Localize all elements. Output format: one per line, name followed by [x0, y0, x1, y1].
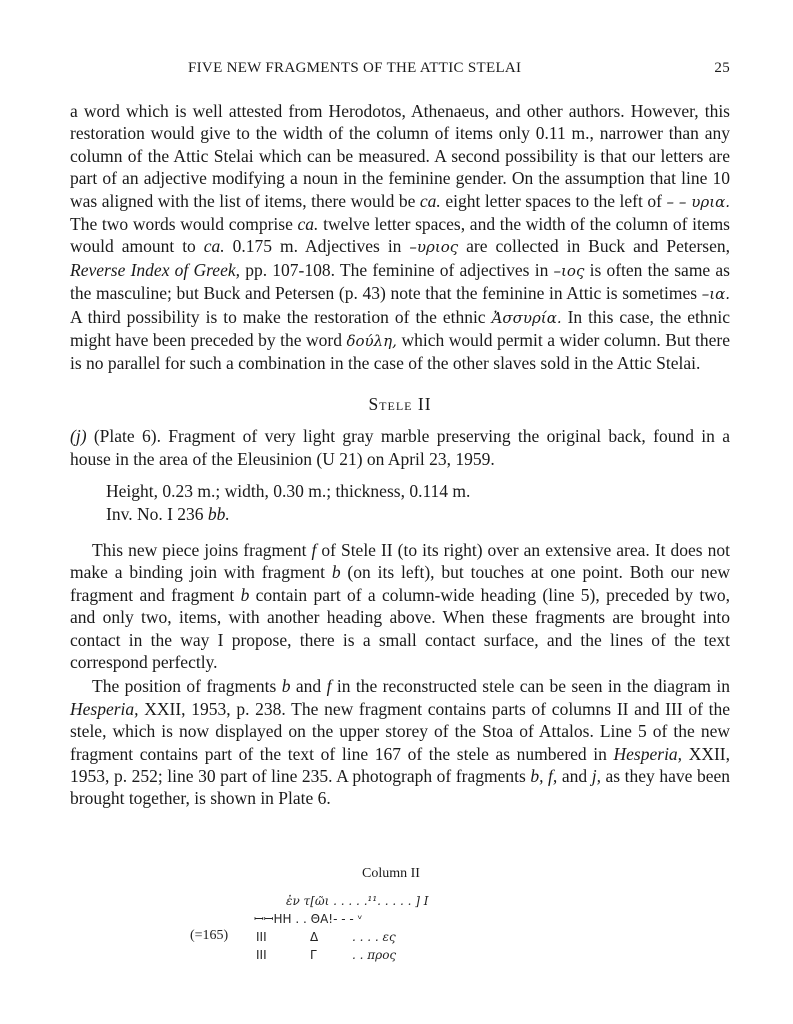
fragment-ref: f: [326, 676, 332, 697]
para1-text: 0.175 m. Adjectives in: [224, 236, 410, 257]
para3-text: XXII, 1953, p. 252; line 30 part of line 235. A photograph of fragments: [70, 743, 730, 786]
book-title: Reverse Index of Greek,: [70, 259, 240, 280]
para2-text: of Stele II (to its right) over an extensive area. It does not make a binding join with fragment: [70, 539, 730, 583]
fragment-text: (Plate 6). Fragment of very light gray marble preserving the original back, found in a house in the area of the Eleusinion (U 21) on April 23, 1959.: [70, 426, 730, 469]
para3-text: and: [557, 765, 592, 786]
fragment-label: (j): [70, 426, 87, 447]
inventory-number: [106, 503, 730, 525]
fragment-metadata: [106, 480, 730, 525]
para3-text: and: [290, 676, 327, 697]
journal-title: Hesperia,: [613, 743, 683, 764]
para1-text: A third possibility is to make the restoration of the ethnic: [70, 306, 492, 327]
ca-abbrev: ca.: [297, 214, 319, 235]
inscription-line-3-sign: Δ: [310, 930, 319, 944]
inv-prefix: Inv. No. I 236: [106, 503, 208, 524]
inscription-line-4-sign: Γ: [310, 948, 317, 962]
running-header: [70, 60, 730, 82]
inscription-line-3-text: . . . . ες: [352, 930, 396, 944]
greek-word: δούλη,: [346, 332, 397, 351]
fragment-description: [70, 425, 730, 470]
para2-text: contain part of a column-wide heading (line 5), preceded by two, and only two, items, with another heading above. When these fragments are brought into contact in the way I propose, there is a small contact surface, and the lines of the text correspond perfectly.: [70, 584, 730, 672]
running-title: FIVE NEW FRAGMENTS OF THE ATTIC STELAI: [188, 60, 522, 76]
inscription-transcription: [190, 890, 430, 970]
greek-word: –ια.: [701, 285, 730, 304]
ca-abbrev: ca.: [203, 236, 225, 257]
fragment-dimensions: Height, 0.23 m.; width, 0.30 m.; thickness, 0.114 m.: [106, 481, 471, 502]
para3-text: XXII, 1953, p. 238. The new fragment contains parts of columns II and III of the stele, which is now displayed on the upper storey of the Stoa of Attalos. Line 5 of the new fragment contains part of the text of line 167 of the stele as numbered in: [70, 698, 730, 764]
page-number: 25: [714, 60, 730, 76]
ca-abbrev: ca.: [419, 190, 441, 211]
inscription-line-3-numeral: III: [256, 930, 267, 944]
fragment-ref: f,: [548, 765, 558, 786]
journal-title: Hesperia,: [70, 698, 139, 719]
para2-text: (on its left), but touches at one point. Both our new fragment and fragment: [70, 562, 731, 605]
para1-text: twelve letter spaces, and the width of the column of items would amount to: [70, 214, 730, 257]
section-heading: Stele II: [368, 393, 432, 414]
body-text: [70, 100, 730, 810]
para1-text: pp. 107-108. The feminine of adjectives in: [239, 259, 554, 280]
greek-word: – – υρια.: [666, 192, 730, 211]
fragment-ref: b: [281, 676, 291, 697]
inscription-line-4-text: . . προς: [352, 948, 397, 962]
para3-text: The position of fragments: [92, 676, 282, 697]
para1-text: eight letter spaces to the left of: [440, 190, 667, 211]
greek-word: –υριος: [409, 238, 459, 257]
para3-text: as they have been brought together, is shown in Plate 6.: [70, 765, 730, 809]
inscription-line-4-numeral: III: [256, 948, 267, 962]
para1-text: The two words would comprise: [70, 214, 298, 235]
greek-word: –ιος: [553, 261, 585, 280]
fragment-ref: b,: [530, 765, 544, 786]
paragraph-3: [70, 675, 730, 809]
para1-text: are collected in Buck and Petersen,: [458, 236, 730, 257]
para3-text: in the reconstructed stele can be seen in the diagram in: [331, 676, 730, 697]
inv-suffix: bb.: [207, 503, 230, 524]
line-number-label: (=165): [190, 928, 229, 943]
column-heading: Column II: [362, 866, 420, 881]
paragraph-1: [70, 100, 730, 375]
inscription-line-2: ꟷꟷHH . . ΘΑ!- - - ᵛ: [254, 912, 363, 926]
para1-text: In this case, the ethnic might have been preceded by the word: [70, 306, 730, 351]
fragment-ref: f: [311, 539, 317, 560]
para2-text: This new piece joins fragment: [92, 539, 312, 560]
fragment-ref: j,: [591, 765, 601, 786]
fragment-ref: b: [331, 562, 341, 583]
paragraph-2: [70, 539, 730, 673]
para1-text: is often the same as the masculine; but Buck and Petersen (p. 43) note that the feminine in Attic is sometimes: [70, 259, 730, 304]
para1-text: which would permit a wider column. But there is no parallel for such a combination in the case of the other slaves sold in the Attic Stelai.: [70, 330, 730, 374]
greek-word: Ἀσσυρία.: [491, 308, 562, 327]
fragment-ref: b: [240, 584, 250, 605]
para1-text: a word which is well attested from Herodotos, Athenaeus, and other authors. However, this restoration would give to the width of the column of items only 0.11 m., narrower than any column of the Attic Stelai which can be measured. A second possibility is that our letters are part of an adjective modifying a noun in the feminine gender. On the assumption that line 10 was aligned with the list of items, there would be: [70, 101, 730, 211]
inscription-line-1: ἐν τ[ῶι . . . . .¹¹. . . . . ] I: [286, 894, 429, 908]
